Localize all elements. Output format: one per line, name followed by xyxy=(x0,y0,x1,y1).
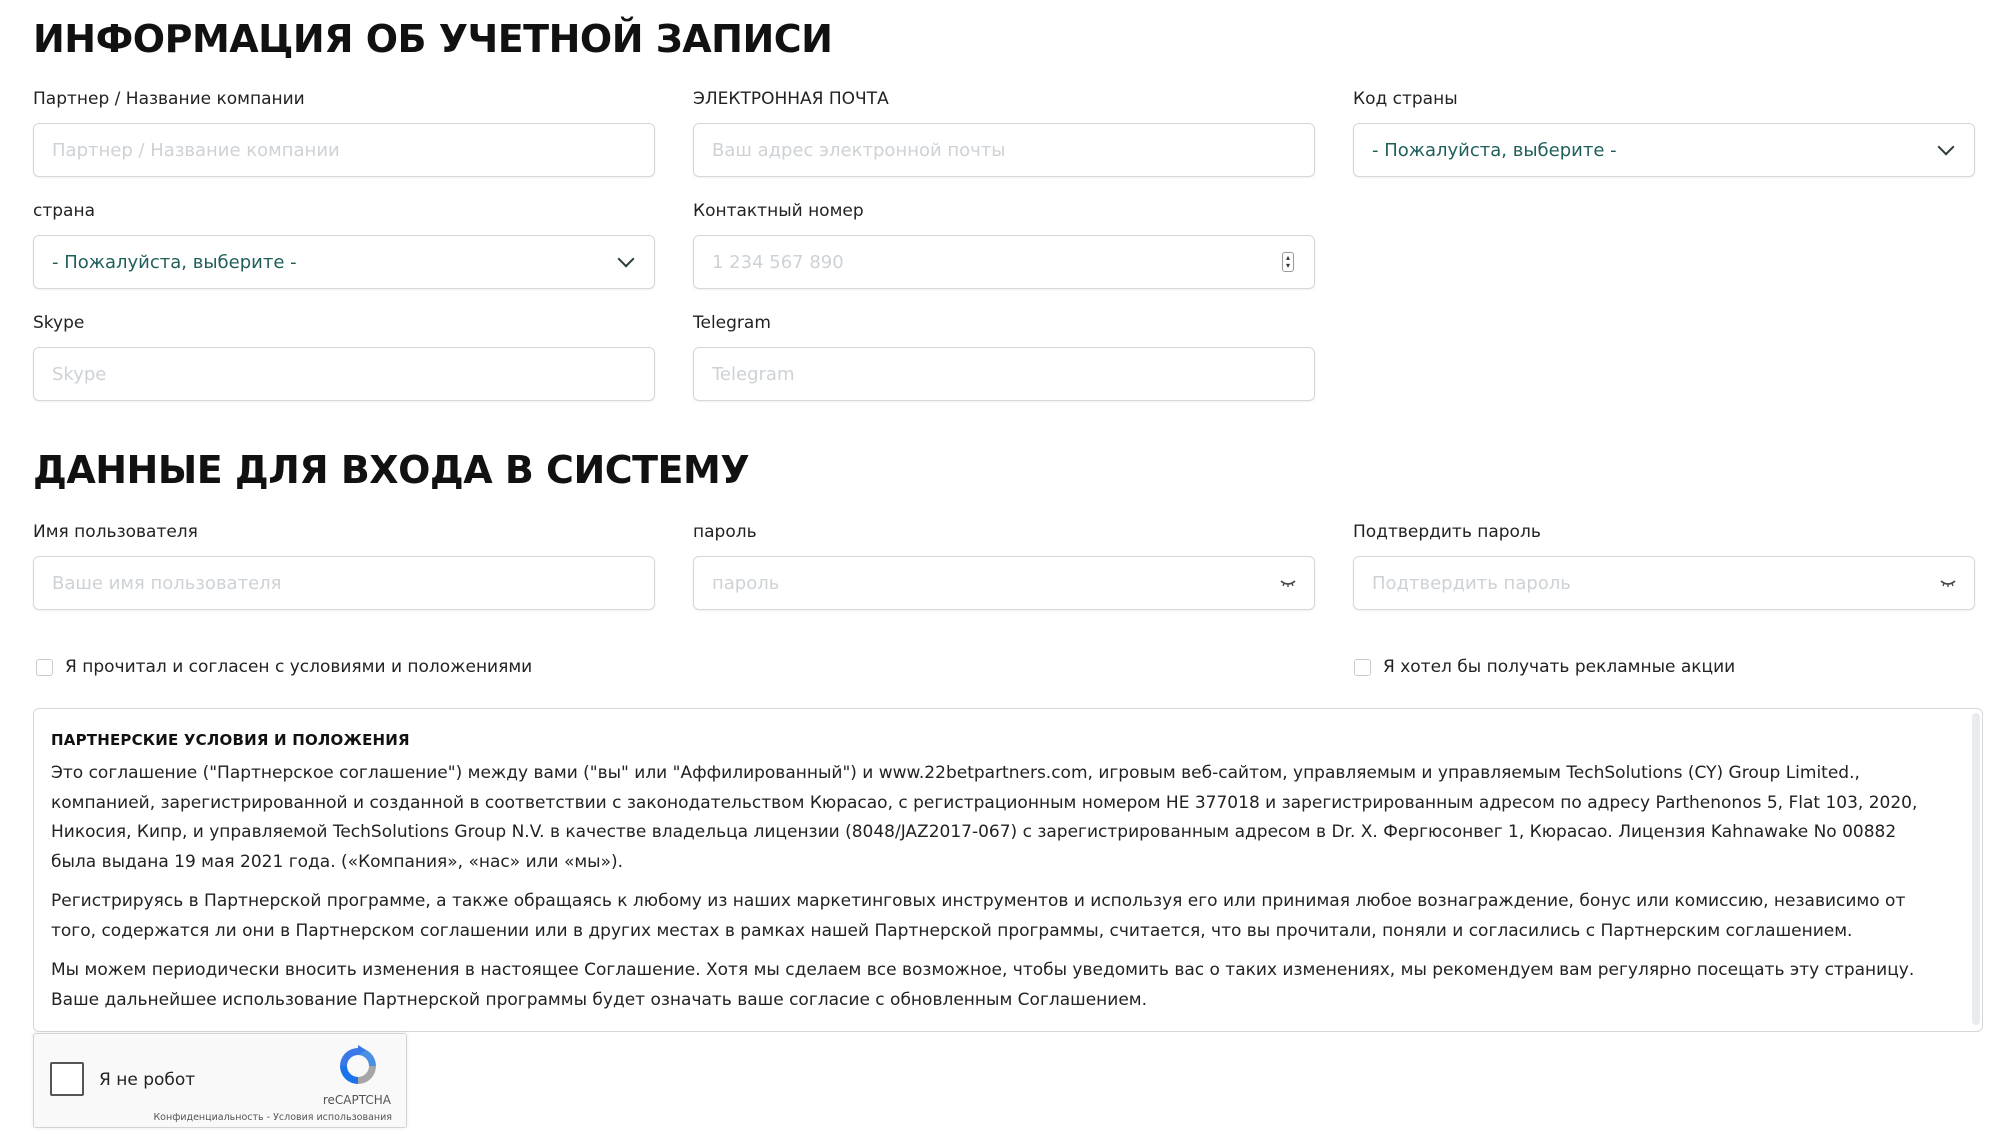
username-label: Имя пользователя xyxy=(33,522,198,542)
phone-field xyxy=(693,200,1315,289)
email-label: ЭЛЕКТРОННАЯ ПОЧТА xyxy=(693,89,889,109)
promo-checkbox-label[interactable]: Я хотел бы получать рекламные акции xyxy=(1383,657,1736,677)
telegram-input-wrapper xyxy=(693,347,1315,401)
email-field xyxy=(693,88,1315,177)
terms-box[interactable] xyxy=(33,708,1983,1032)
confirm-password-input[interactable] xyxy=(1372,573,1956,594)
country-code-field xyxy=(1353,88,1975,177)
account-row-3 xyxy=(33,312,1980,401)
password-input[interactable] xyxy=(712,573,1296,594)
confirm-password-field xyxy=(1353,521,1975,610)
country-code-value: - Пожалуйста, выберите - xyxy=(1372,139,1617,161)
skype-field xyxy=(33,312,655,401)
recaptcha-label: Я не робот xyxy=(99,1070,196,1090)
password-label: пароль xyxy=(693,522,757,542)
telegram-label: Telegram xyxy=(693,313,771,333)
phone-input[interactable] xyxy=(712,252,1296,273)
terms-scrollbar[interactable] xyxy=(1972,713,1980,1025)
telegram-input[interactable] xyxy=(712,364,1296,385)
country-select[interactable] xyxy=(33,235,655,289)
consent-checkboxes xyxy=(33,657,1980,681)
terms-checkbox[interactable] xyxy=(36,659,53,676)
skype-input[interactable] xyxy=(52,364,636,385)
phone-label: Контактный номер xyxy=(693,201,864,221)
login-row xyxy=(33,521,1980,610)
eye-closed-icon[interactable] xyxy=(1940,578,1956,588)
password-input-wrapper xyxy=(693,556,1315,610)
account-row-1 xyxy=(33,88,1980,177)
country-code-label: Код страны xyxy=(1353,89,1458,109)
country-label: страна xyxy=(33,201,95,221)
username-input-wrapper xyxy=(33,556,655,610)
country-field xyxy=(33,200,655,289)
recaptcha-icon xyxy=(336,1044,380,1088)
terms-paragraph-3: Мы можем периодически вносить изменения в настоящее Соглашение. Хотя мы сделаем все возможное, чтобы уведомить вас о таких изменениях, мы рекомендуем вам регулярно посещать эту страницу. Ваше дальнейшее использование Партнерской программы будет означать ваше согласие с обновленным Соглашением. xyxy=(51,960,1915,1010)
company-label: Партнер / Название компании xyxy=(33,89,305,109)
recaptcha-widget xyxy=(33,1033,407,1128)
login-section-title: ДАННЫЕ ДЛЯ ВХОДА В СИСТЕМУ xyxy=(33,448,750,492)
email-input[interactable] xyxy=(712,140,1296,161)
eye-closed-icon[interactable] xyxy=(1280,578,1296,588)
skype-label: Skype xyxy=(33,313,85,333)
country-value: - Пожалуйста, выберите - xyxy=(52,251,297,273)
phone-input-wrapper xyxy=(693,235,1315,289)
confirm-password-label: Подтвердить пароль xyxy=(1353,522,1541,542)
number-stepper-icon[interactable]: ▴ ▾ xyxy=(1282,252,1294,272)
terms-checkbox-label[interactable]: Я прочитал и согласен с условиями и положениями xyxy=(65,657,533,677)
company-input[interactable] xyxy=(52,140,636,161)
recaptcha-links[interactable]: Конфиденциальность - Условия использования xyxy=(153,1112,392,1123)
confirm-password-input-wrapper xyxy=(1353,556,1975,610)
password-field xyxy=(693,521,1315,610)
chevron-down-icon xyxy=(1938,139,1955,156)
company-field xyxy=(33,88,655,177)
country-code-select[interactable] xyxy=(1353,123,1975,177)
telegram-field xyxy=(693,312,1315,401)
terms-paragraph-1: Это соглашение ("Партнерское соглашение") между вами ("вы" или "Аффилированный") и www.22betpartners.com, игровым веб-сайтом, управляемым и управляемым TechSolutions (CY) Group Limited., компанией, зарегистрированной и созданной в соответствии с законодательством Кюрасао, с регистрационным номером HE 377018 и зарегистрированным адресом по адресу Parthenonos 5, Flat 103, 2020, Никосия, Кипр, и управляемой TechSolutions Group N.V. в качестве владельца лицензии (8048/JAZ2017-067) с зарегистрированным адресом в Dr. X. Фергюсонвег 1, Кюрасао. Лицензия Kahnawake No 00882 была выдана 19 мая 2021 года. («Компания», «нас» или «мы»). xyxy=(51,763,1918,872)
company-input-wrapper xyxy=(33,123,655,177)
account-section-title: ИНФОРМАЦИЯ ОБ УЧЕТНОЙ ЗАПИСИ xyxy=(33,17,833,61)
terms-checkbox-row[interactable] xyxy=(36,657,532,677)
terms-heading: ПАРТНЕРСКИЕ УСЛОВИЯ И ПОЛОЖЕНИЯ xyxy=(51,731,410,749)
promo-checkbox[interactable] xyxy=(1354,659,1371,676)
account-row-2 xyxy=(33,200,1980,289)
terms-paragraph-2: Регистрируясь в Партнерской программе, а также обращаясь к любому из наших маркетинговых инструментов и используя его или принимая любое вознаграждение, бонус или комиссию, независимо от того, содержатся ли они в Партнерском соглашении или в других местах в рамках нашей Партнерской программы, считается, что вы прочитали, поняли и согласились с Партнерским соглашением. xyxy=(51,891,1906,941)
username-field xyxy=(33,521,655,610)
email-input-wrapper xyxy=(693,123,1315,177)
chevron-down-icon xyxy=(618,251,635,268)
promo-checkbox-row[interactable] xyxy=(1354,657,1735,677)
skype-input-wrapper xyxy=(33,347,655,401)
recaptcha-brand: reCAPTCHA xyxy=(322,1093,391,1107)
recaptcha-checkbox[interactable] xyxy=(50,1062,84,1096)
username-input[interactable] xyxy=(52,573,636,594)
